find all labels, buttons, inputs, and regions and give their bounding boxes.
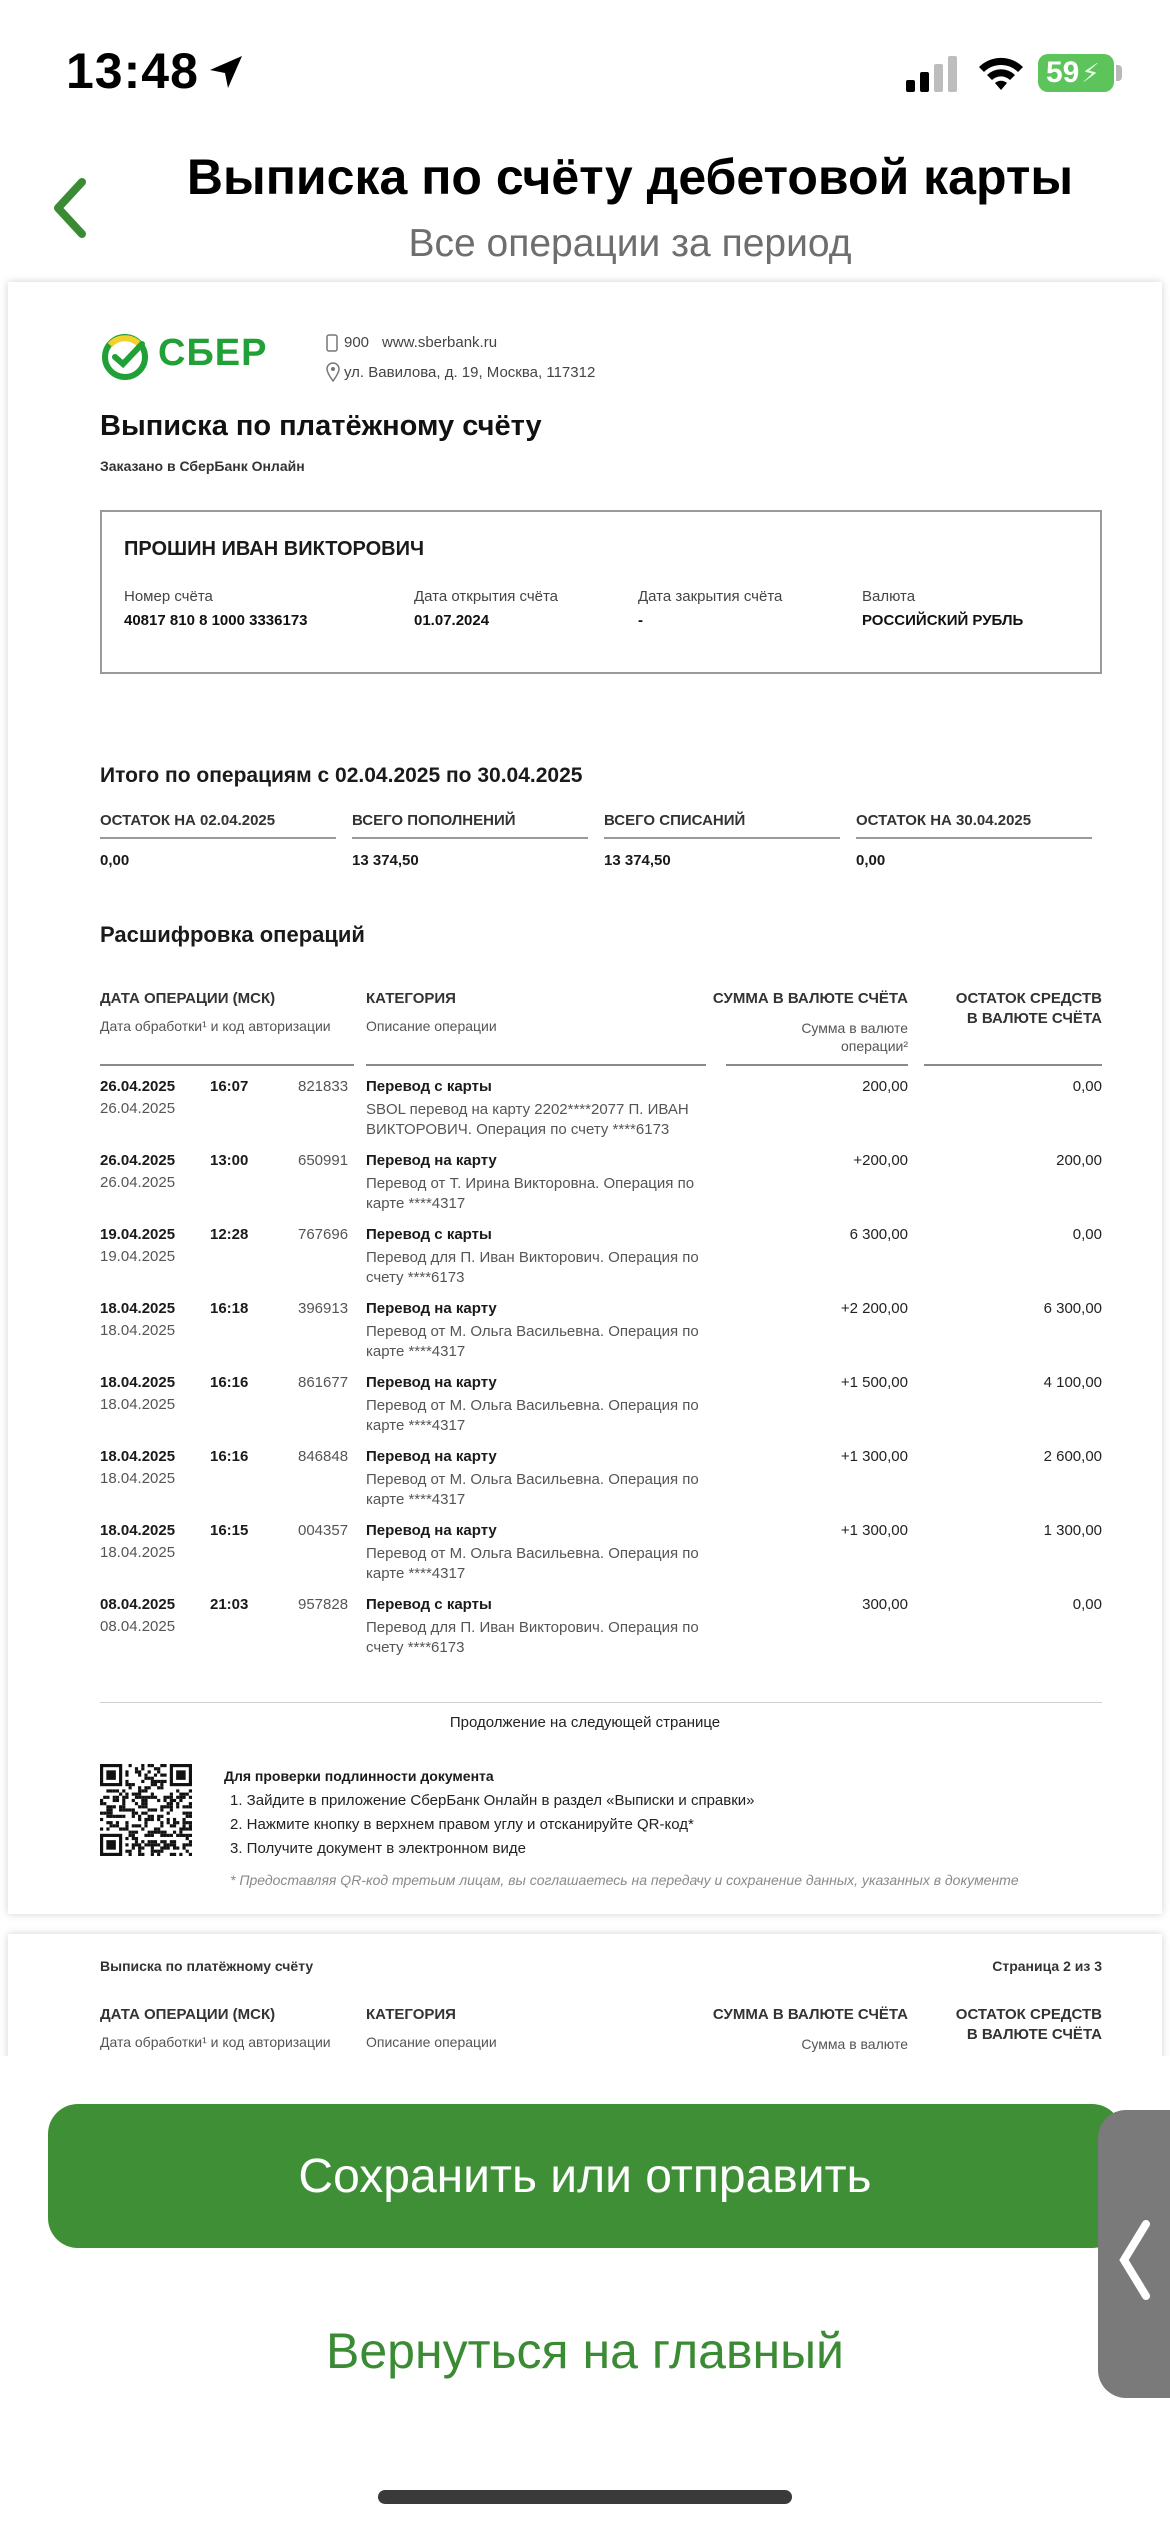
home-indicator — [378, 2490, 792, 2504]
battery-cap — [1116, 65, 1122, 81]
operation-time: 16:07 — [210, 1078, 249, 1095]
status-bar — [0, 0, 1170, 140]
operation-balance: 2 600,00 — [1043, 1448, 1102, 1465]
col-subheader-category: Описание операции — [366, 1018, 497, 1034]
total-closing-balance: 0,00 — [856, 852, 886, 869]
statement-page-1[interactable] — [8, 282, 1162, 1914]
processing-date: 18.04.2025 — [100, 1396, 176, 1413]
page2-title: Выписка по платёжному счёту — [100, 1958, 314, 1974]
col-header-date: ДАТА ОПЕРАЦИИ (МСК) — [100, 2006, 276, 2023]
auth-code: 846848 — [298, 1448, 349, 1465]
col-header-sum: СУММА В ВАЛЮТЕ СЧЁТА — [712, 2006, 908, 2023]
operation-balance: 4 100,00 — [1043, 1374, 1102, 1391]
col-header-balance-2: В ВАЛЮТЕ СЧЁТА — [966, 1010, 1102, 1027]
operation-sum: +1 300,00 — [840, 1448, 908, 1465]
col-header-sum: СУММА В ВАЛЮТЕ СЧЁТА — [712, 990, 908, 1007]
document-ordered-note: Заказано в СберБанк Онлайн — [100, 458, 305, 474]
operation-sum: 200,00 — [862, 1078, 908, 1095]
processing-date: 18.04.2025 — [100, 1322, 176, 1339]
operation-date: 19.04.2025 — [100, 1226, 176, 1243]
chevron-left-icon — [1116, 2220, 1156, 2300]
auth-code: 861677 — [298, 1374, 349, 1391]
operation-time: 21:03 — [210, 1596, 249, 1613]
operation-category: Перевод на карту — [366, 1522, 497, 1539]
account-holder: ПРОШИН ИВАН ВИКТОРОВИЧ — [124, 538, 425, 560]
operation-sum: 300,00 — [862, 1596, 908, 1613]
wifi-icon — [976, 52, 1026, 92]
processing-date: 26.04.2025 — [100, 1100, 176, 1117]
bank-site: www.sberbank.ru — [382, 334, 498, 351]
col-subheader-category: Описание операции — [366, 2034, 497, 2050]
operation-date: 18.04.2025 — [100, 1448, 176, 1465]
brand-logo-text: СБЕР — [158, 332, 268, 374]
qr-footnote: * Предоставляя QR-код третьим лицам, вы соглашаетесь на передачу и сохранение данных, указанных в документе — [230, 1872, 1019, 1888]
open-date-label: Дата открытия счёта — [414, 588, 559, 605]
operation-sum: 6 300,00 — [849, 1226, 908, 1243]
operation-description: SBOL перевод на карту 2202****2077 П. ИВАН ВИКТОРОВИЧ. Операция по счету ****6173 — [366, 1101, 689, 1138]
verify-step-2: 2. Нажмите кнопку в верхнем правом углу и отсканируйте QR-код* — [230, 1816, 694, 1833]
col-header-balance-2: В ВАЛЮТЕ СЧЁТА — [966, 2026, 1102, 2043]
col-header-date: ДАТА ОПЕРАЦИИ (МСК) — [100, 990, 276, 1007]
document-title: Выписка по платёжному счёту — [100, 410, 542, 442]
operation-category: Перевод на карту — [366, 1374, 497, 1391]
operation-time: 16:15 — [210, 1522, 249, 1539]
operation-balance: 1 300,00 — [1043, 1522, 1102, 1539]
operation-description: Перевод от М. Ольга Васильевна. Операция по карте ****4317 — [366, 1545, 699, 1582]
operation-balance: 0,00 — [1072, 1226, 1102, 1243]
currency: РОССИЙСКИЙ РУБЛЬ — [862, 612, 1024, 629]
sber-logo-icon — [100, 332, 150, 382]
operation-date: 08.04.2025 — [100, 1596, 176, 1613]
operation-category: Перевод на карту — [366, 1152, 497, 1169]
account-number: 40817 810 8 1000 3336173 — [124, 612, 308, 629]
operation-category: Перевод с карты — [366, 1596, 492, 1613]
operation-description: Перевод от М. Ольга Васильевна. Операция по карте ****4317 — [366, 1471, 699, 1508]
operation-description: Перевод от М. Ольга Васильевна. Операция по карте ****4317 — [366, 1323, 699, 1360]
save-or-send-button[interactable]: Сохранить или отправить — [48, 2104, 1122, 2248]
continued-note: Продолжение на следующей странице — [449, 1714, 721, 1731]
operation-sum: +200,00 — [853, 1152, 908, 1169]
total-opening-balance: 0,00 — [100, 852, 130, 869]
operation-category: Перевод на карту — [366, 1448, 497, 1465]
page-title: Выписка по счёту дебетовой карты — [186, 149, 1074, 205]
total-expense-label: ВСЕГО СПИСАНИЙ — [604, 812, 840, 839]
col-subheader-date: Дата обработки¹ и код авторизации — [100, 2034, 331, 2050]
account-number-label: Номер счёта — [124, 588, 213, 605]
operation-sum: +2 200,00 — [840, 1300, 908, 1317]
operation-date: 18.04.2025 — [100, 1522, 176, 1539]
battery-indicator — [1038, 54, 1114, 92]
page-divider — [100, 1702, 1102, 1703]
totals-title: Итого по операциям с 02.04.2025 по 30.04.2025 — [100, 764, 583, 787]
col-header-balance-1: ОСТАТОК СРЕДСТВ — [955, 990, 1102, 1007]
col-subheader-sum-1: Сумма в валюте — [801, 1020, 908, 1036]
operation-sum: +1 300,00 — [840, 1522, 908, 1539]
auth-code: 004357 — [298, 1522, 349, 1539]
total-expense: 13 374,50 — [604, 852, 671, 869]
cellular-signal-icon — [906, 56, 960, 92]
auth-code: 957828 — [298, 1596, 349, 1613]
col-subheader-sum-1: Сумма в валюте — [801, 2036, 908, 2052]
operation-balance: 6 300,00 — [1043, 1300, 1102, 1317]
bank-phone: 900 — [344, 334, 370, 351]
processing-date: 18.04.2025 — [100, 1544, 176, 1561]
operation-description: Перевод для П. Иван Викторович. Операция по счету ****6173 — [366, 1249, 699, 1286]
operation-time: 13:00 — [210, 1152, 249, 1169]
operation-description: Перевод от Т. Ирина Викторовна. Операция по карте ****4317 — [366, 1175, 695, 1212]
col-subheader-sum-2: операции² — [840, 1038, 908, 1054]
open-date: 01.07.2024 — [414, 612, 490, 629]
operation-category: Перевод с карты — [366, 1226, 492, 1243]
back-to-home-button[interactable]: Вернуться на главный — [326, 2323, 844, 2379]
operations-title: Расшифровка операций — [100, 922, 365, 947]
auth-code: 767696 — [298, 1226, 349, 1243]
qr-code — [100, 1764, 192, 1856]
operation-date: 26.04.2025 — [100, 1078, 176, 1095]
status-time: 13:48 — [66, 43, 199, 99]
verify-title: Для проверки подлинности документа — [224, 1768, 494, 1784]
close-date-label: Дата закрытия счёта — [638, 588, 783, 605]
col-header-category: КАТЕГОРИЯ — [366, 990, 456, 1007]
col-header-balance-1: ОСТАТОК СРЕДСТВ — [955, 2006, 1102, 2023]
location-arrow-icon — [206, 52, 246, 92]
operation-category: Перевод с карты — [366, 1078, 492, 1095]
charging-bolt-icon: ⚡ — [1081, 57, 1100, 88]
col-divider — [100, 1064, 354, 1066]
total-income: 13 374,50 — [352, 852, 419, 869]
col-header-category: КАТЕГОРИЯ — [366, 2006, 456, 2023]
processing-date: 19.04.2025 — [100, 1248, 176, 1265]
col-divider — [924, 1064, 1102, 1066]
total-opening-balance-label: ОСТАТОК НА 02.04.2025 — [100, 812, 336, 839]
operation-balance: 0,00 — [1072, 1078, 1102, 1095]
processing-date: 08.04.2025 — [100, 1618, 176, 1635]
location-pin-icon — [326, 362, 340, 382]
operation-category: Перевод на карту — [366, 1300, 497, 1317]
operation-time: 16:16 — [210, 1374, 249, 1391]
close-date: - — [638, 612, 643, 629]
battery-level: 59 — [1046, 56, 1080, 89]
auth-code: 650991 — [298, 1152, 349, 1169]
col-divider — [726, 1064, 908, 1066]
operation-time: 12:28 — [210, 1226, 249, 1243]
total-income-label: ВСЕГО ПОПОЛНЕНИЙ — [352, 812, 588, 839]
auth-code: 396913 — [298, 1300, 349, 1317]
verify-step-1: 1. Зайдите в приложение СберБанк Онлайн в раздел «Выписки и справки» — [230, 1792, 755, 1809]
processing-date: 26.04.2025 — [100, 1174, 176, 1191]
bank-address: ул. Вавилова, д. 19, Москва, 117312 — [344, 364, 596, 381]
phone-icon — [326, 334, 338, 352]
total-closing-balance-label: ОСТАТОК НА 30.04.2025 — [856, 812, 1092, 839]
currency-label: Валюта — [862, 588, 916, 605]
verify-step-3: 3. Получите документ в электронном виде — [230, 1840, 526, 1857]
operation-time: 16:18 — [210, 1300, 249, 1317]
operation-sum: +1 500,00 — [840, 1374, 908, 1391]
page-number: Страница 2 из 3 — [992, 1958, 1102, 1974]
operation-description: Перевод от М. Ольга Васильевна. Операция по карте ****4317 — [366, 1397, 699, 1434]
operation-date: 18.04.2025 — [100, 1300, 176, 1317]
col-subheader-date: Дата обработки¹ и код авторизации — [100, 1018, 331, 1034]
operation-time: 16:16 — [210, 1448, 249, 1465]
processing-date: 18.04.2025 — [100, 1470, 176, 1487]
operation-balance: 200,00 — [1056, 1152, 1102, 1169]
operation-balance: 0,00 — [1072, 1596, 1102, 1613]
operation-date: 18.04.2025 — [100, 1374, 176, 1391]
auth-code: 821833 — [298, 1078, 349, 1095]
col-divider — [366, 1064, 706, 1066]
operation-description: Перевод для П. Иван Викторович. Операция по счету ****6173 — [366, 1619, 699, 1656]
page-subtitle: Все операции за период — [408, 222, 852, 265]
operation-date: 26.04.2025 — [100, 1152, 176, 1169]
account-info-box — [100, 510, 1102, 674]
